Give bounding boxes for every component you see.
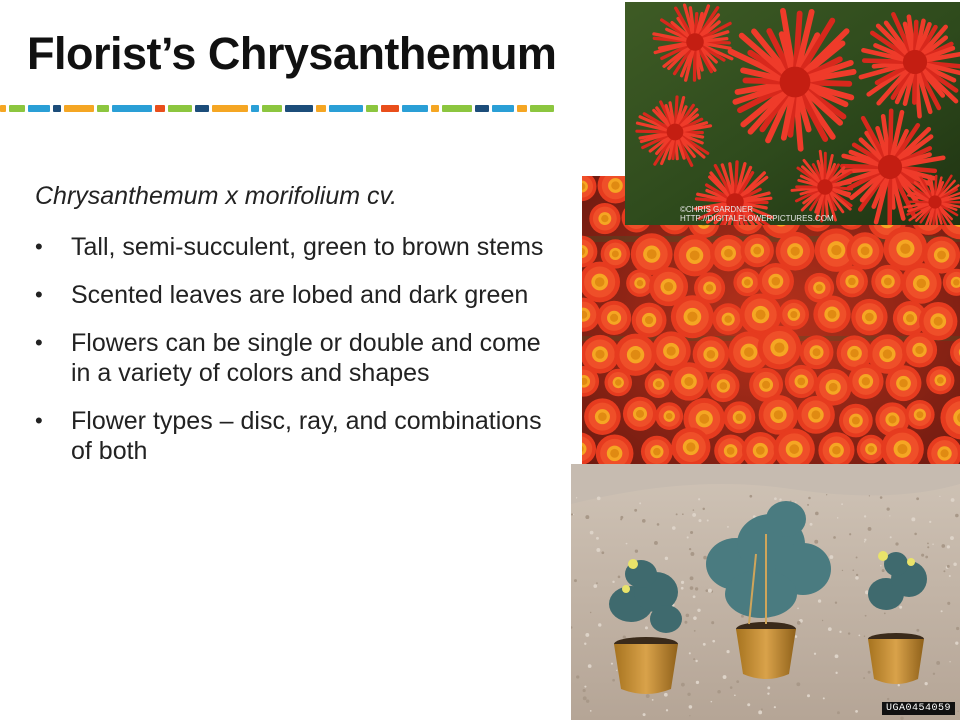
bullet-item: [35, 232, 565, 262]
bullet-text: Scented leaves are lobed and dark green: [71, 281, 529, 309]
bullet-icon: •: [35, 330, 43, 355]
bullet-icon: •: [35, 408, 43, 433]
bullet-list: [35, 232, 565, 484]
photo-id-label: UGA0454059: [882, 702, 955, 715]
slide-title: Florist’s Chrysanthemum: [27, 28, 557, 79]
bullet-item: [35, 328, 565, 388]
decorative-color-bar: [0, 103, 610, 113]
bullet-item: [35, 406, 565, 466]
bullet-text: Flower types – disc, ray, and combinations of both: [71, 407, 542, 465]
bullet-icon: •: [35, 234, 43, 259]
bullet-text: Tall, semi-succulent, green to brown stems: [71, 233, 544, 261]
potted-chrysanthemum-plants-photo: [571, 464, 960, 720]
red-spider-chrysanthemum-photo: [625, 2, 960, 225]
scientific-name: Chrysanthemum x morifolium cv.: [35, 182, 398, 210]
photo-credit: ©CHRIS GARDNER HTTP://DIGITALFLOWERPICTURES.COM: [680, 205, 834, 223]
bullet-icon: •: [35, 282, 43, 307]
bullet-item: [35, 280, 565, 310]
bullet-text: Flowers can be single or double and come in a variety of colors and shapes: [71, 329, 541, 387]
